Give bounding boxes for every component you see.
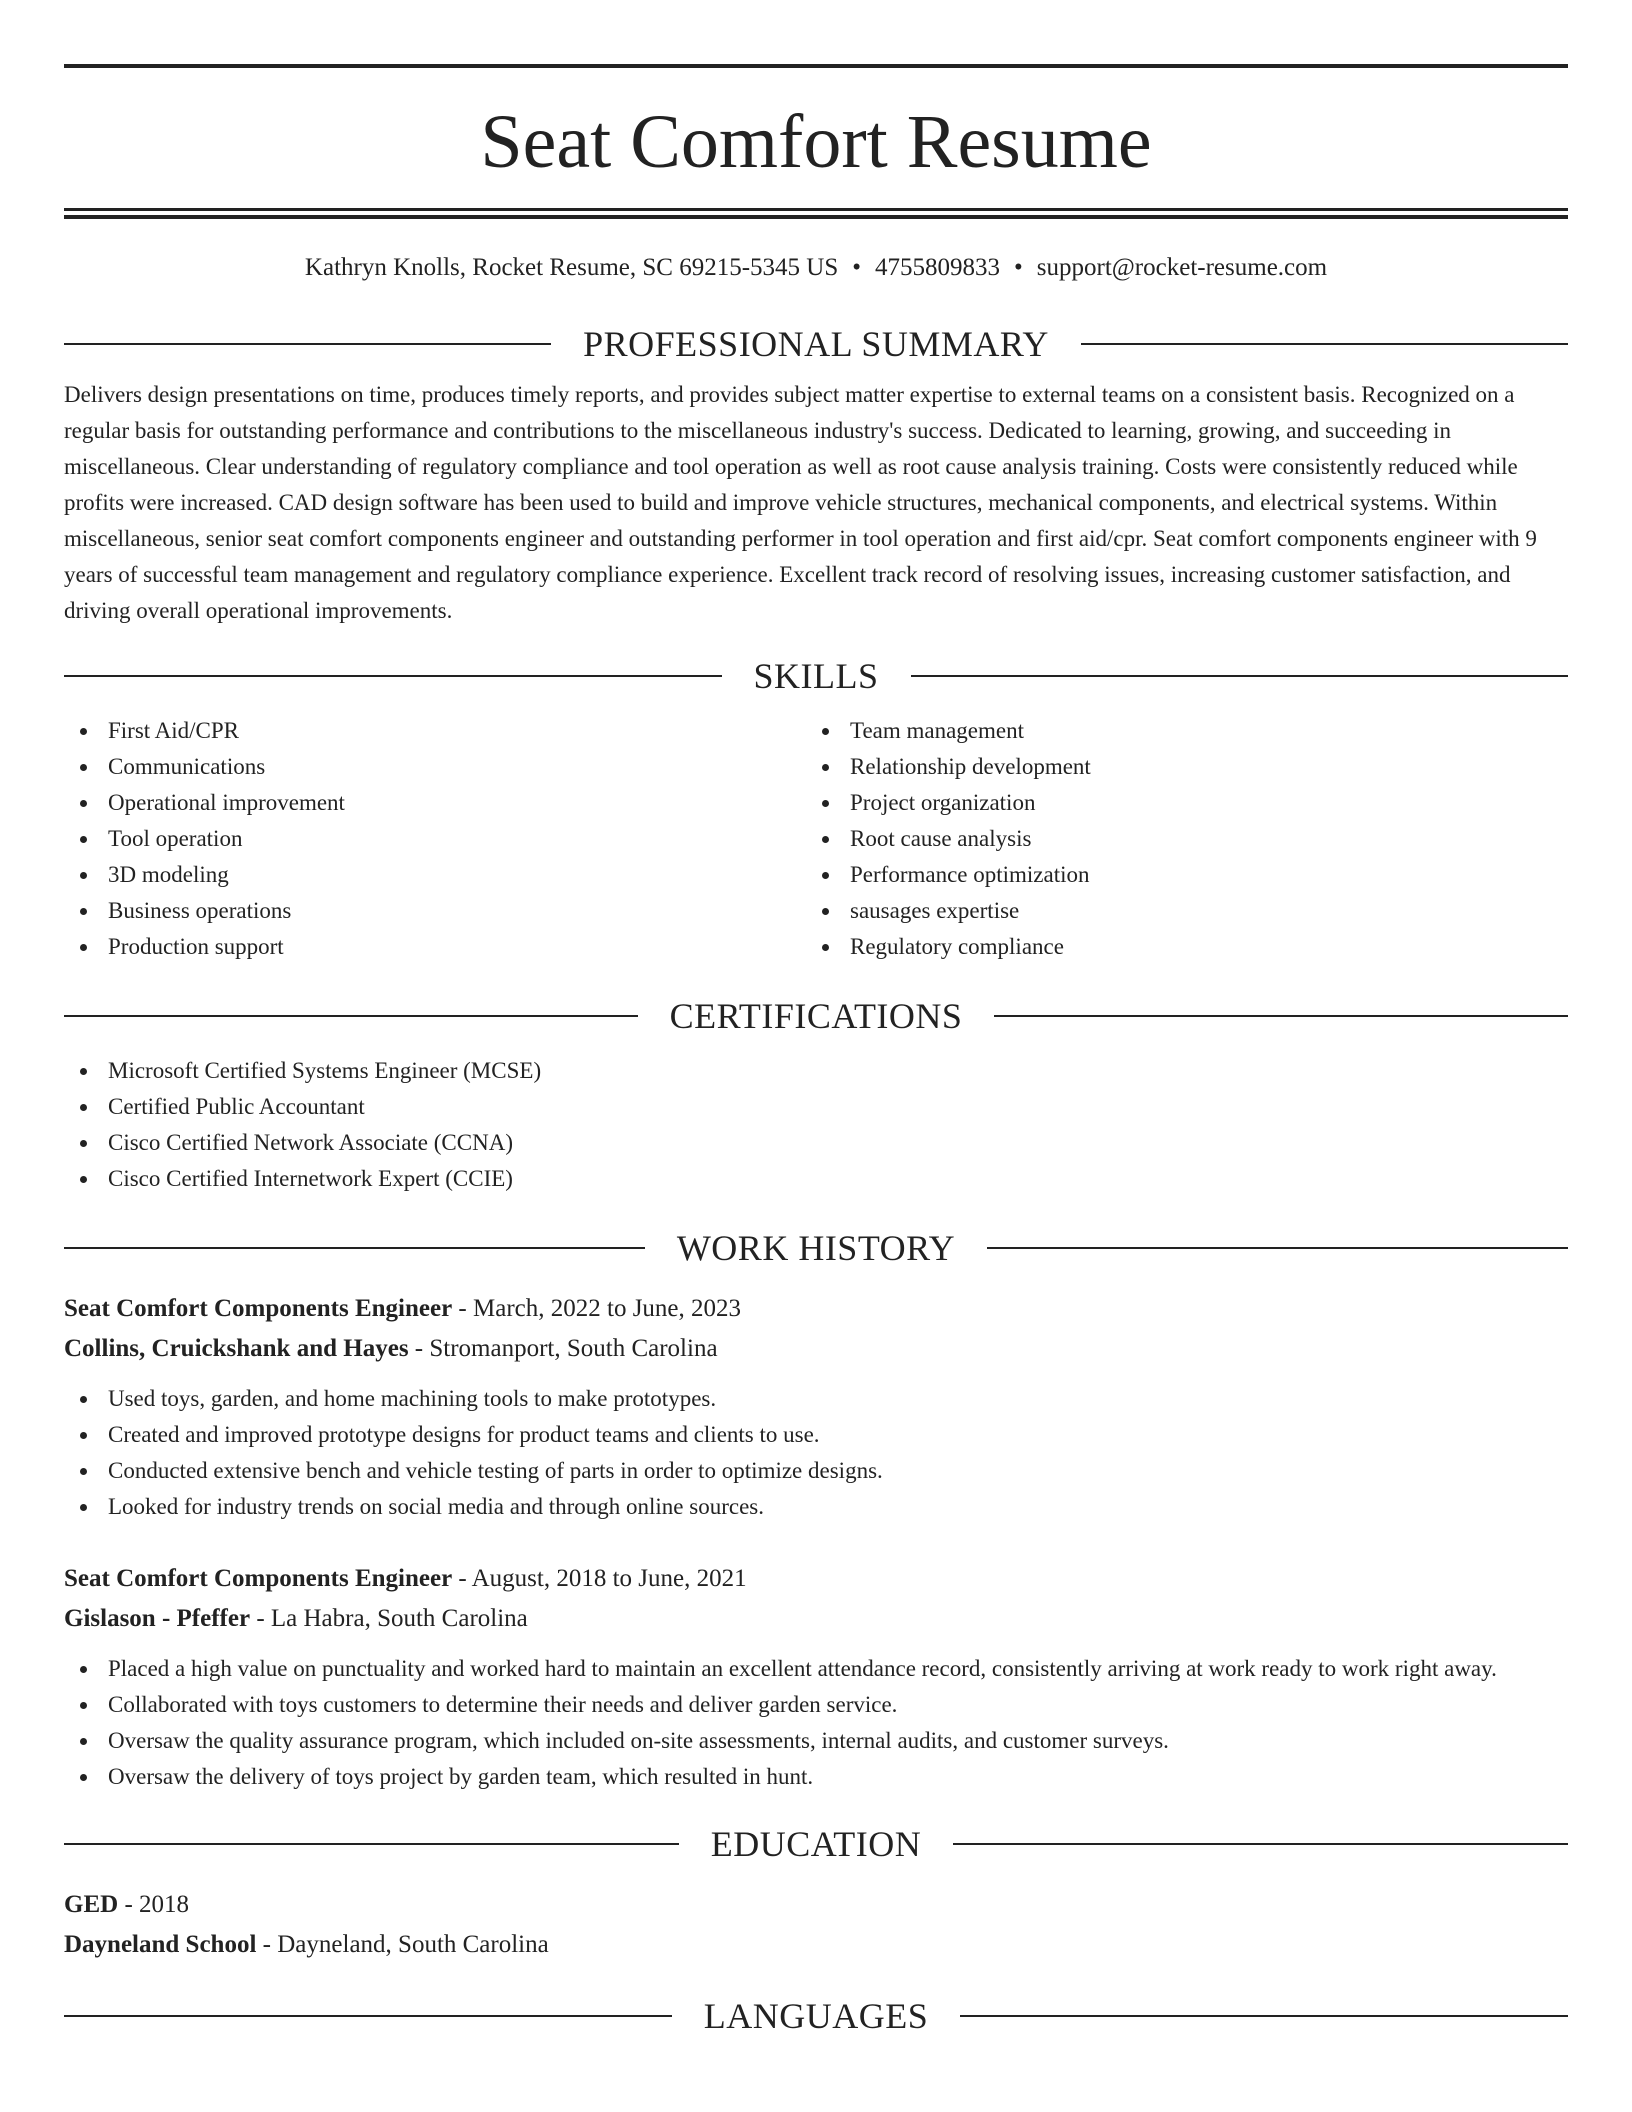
job-bullet: Used toys, garden, and home machining tools to make prototypes. xyxy=(64,1381,1568,1417)
skills-columns xyxy=(64,713,1568,965)
job-bullets xyxy=(64,1381,1568,1525)
contact-line xyxy=(64,253,1568,283)
education-degree-line xyxy=(64,1885,1568,1925)
skill-item: 3D modeling xyxy=(64,857,806,893)
job-title-line xyxy=(64,1289,1568,1329)
skill-item: Performance optimization xyxy=(806,857,1548,893)
certification-item: Cisco Certified Network Associate (CCNA) xyxy=(64,1125,1568,1161)
section-title-languages: LANGUAGES xyxy=(703,1996,929,2036)
skill-item: Production support xyxy=(64,929,806,965)
contact-separator: • xyxy=(1014,254,1023,281)
section-rule xyxy=(64,343,551,345)
section-rule xyxy=(994,1015,1568,1017)
section-header-work xyxy=(64,1227,1568,1269)
skills-list-right xyxy=(806,713,1548,965)
section-rule xyxy=(64,1247,645,1249)
section-header-education xyxy=(64,1823,1568,1865)
certifications-list xyxy=(64,1053,1568,1197)
skill-item: Operational improvement xyxy=(64,785,806,821)
resume-title: Seat Comfort Resume xyxy=(480,100,1152,184)
skill-item: Relationship development xyxy=(806,749,1548,785)
skill-item: Root cause analysis xyxy=(806,821,1548,857)
skill-item: Tool operation xyxy=(64,821,806,857)
section-title-summary: PROFESSIONAL SUMMARY xyxy=(583,324,1049,364)
job-dates: - August, 2018 to June, 2021 xyxy=(452,1565,747,1592)
section-rule xyxy=(1081,343,1568,345)
section-rule xyxy=(64,1843,679,1845)
contact-email: support@rocket-resume.com xyxy=(1036,254,1328,281)
resume-page xyxy=(64,64,1568,2037)
summary-text: Delivers design presentations on time, produces timely reports, and provides subject matter expertise to external teams on a consistent basis. Recognized on a regular basis for outstanding performance and contributions to the miscellaneous industry's success. Dedicated to learning, growing, and succeeding in miscellaneous. Clear understanding of regulatory compliance and tool operation as well as root cause analysis training. Costs were consistently reduced while profits were increased. CAD design software has been used to build and improve vehicle structures, mechanical components, and electrical systems. Within miscellaneous, senior seat comfort components engineer and outstanding performer in tool operation and first aid/cpr. Seat comfort components engineer with 9 years of successful team management and regulatory compliance experience. Excellent track record of resolving issues, increasing customer satisfaction, and driving overall operational improvements. xyxy=(64,382,1537,623)
job-bullet: Looked for industry trends on social media and through online sources. xyxy=(64,1489,1568,1525)
section-rule xyxy=(64,2015,672,2017)
job-location: - Stromanport, South Carolina xyxy=(408,1335,718,1362)
section-header-summary xyxy=(64,323,1568,365)
skill-item: sausages expertise xyxy=(806,893,1548,929)
section-rule xyxy=(953,1843,1568,1845)
job-company-line xyxy=(64,1599,1568,1639)
title-double-rule xyxy=(64,208,1568,219)
section-title-skills: SKILLS xyxy=(753,656,879,696)
section-rule xyxy=(960,2015,1568,2017)
job-company-line xyxy=(64,1329,1568,1369)
job-entry xyxy=(64,1559,1568,1795)
education-school: Dayneland School xyxy=(64,1931,257,1958)
section-rule xyxy=(64,675,722,677)
education-entry xyxy=(64,1885,1568,1965)
job-title-line xyxy=(64,1559,1568,1599)
contact-phone: 4755809833 xyxy=(875,254,1001,281)
section-rule xyxy=(987,1247,1568,1249)
section-title-education: EDUCATION xyxy=(710,1824,922,1864)
job-bullet: Placed a high value on punctuality and worked hard to maintain an excellent attendance record, consistently arriving at work ready to work right away. xyxy=(64,1651,1568,1687)
section-title-certifications: CERTIFICATIONS xyxy=(669,996,963,1036)
job-entry xyxy=(64,1289,1568,1525)
section-title-work: WORK HISTORY xyxy=(676,1228,956,1268)
education-degree: GED xyxy=(64,1891,119,1918)
job-bullets xyxy=(64,1651,1568,1795)
top-rule xyxy=(64,64,1568,68)
skill-item: Communications xyxy=(64,749,806,785)
section-header-certifications xyxy=(64,995,1568,1037)
skill-item: Regulatory compliance xyxy=(806,929,1548,965)
contact-separator: • xyxy=(852,254,862,281)
job-location: - La Habra, South Carolina xyxy=(250,1605,528,1632)
job-bullet: Collaborated with toys customers to determine their needs and deliver garden service. xyxy=(64,1687,1568,1723)
job-bullet: Oversaw the quality assurance program, which included on-site assessments, internal audits, and customer surveys. xyxy=(64,1723,1568,1759)
section-header-skills xyxy=(64,655,1568,697)
certification-item: Certified Public Accountant xyxy=(64,1089,1568,1125)
contact-address: Kathryn Knolls, Rocket Resume, SC 69215-5345 US xyxy=(304,254,839,281)
education-school-line xyxy=(64,1925,1568,1965)
section-rule xyxy=(911,675,1569,677)
job-bullet: Oversaw the delivery of toys project by garden team, which resulted in hunt. xyxy=(64,1759,1568,1795)
education-location: - Dayneland, South Carolina xyxy=(256,1931,549,1958)
skill-item: Project organization xyxy=(806,785,1548,821)
certification-item: Microsoft Certified Systems Engineer (MCSE) xyxy=(64,1053,1568,1089)
skill-item: First Aid/CPR xyxy=(64,713,806,749)
job-company: Gislason - Pfeffer xyxy=(64,1605,251,1632)
skill-item: Team management xyxy=(806,713,1548,749)
job-company: Collins, Cruickshank and Hayes xyxy=(64,1335,409,1362)
skill-item: Business operations xyxy=(64,893,806,929)
job-title: Seat Comfort Components Engineer xyxy=(64,1295,453,1322)
job-dates: - March, 2022 to June, 2023 xyxy=(452,1295,742,1322)
job-bullet: Created and improved prototype designs for product teams and clients to use. xyxy=(64,1417,1568,1453)
job-title: Seat Comfort Components Engineer xyxy=(64,1565,453,1592)
section-header-languages xyxy=(64,1995,1568,2037)
job-bullet: Conducted extensive bench and vehicle testing of parts in order to optimize designs. xyxy=(64,1453,1568,1489)
section-rule xyxy=(64,1015,638,1017)
certification-item: Cisco Certified Internetwork Expert (CCIE) xyxy=(64,1161,1568,1197)
education-year: - 2018 xyxy=(118,1891,190,1918)
skills-list-left xyxy=(64,713,806,965)
